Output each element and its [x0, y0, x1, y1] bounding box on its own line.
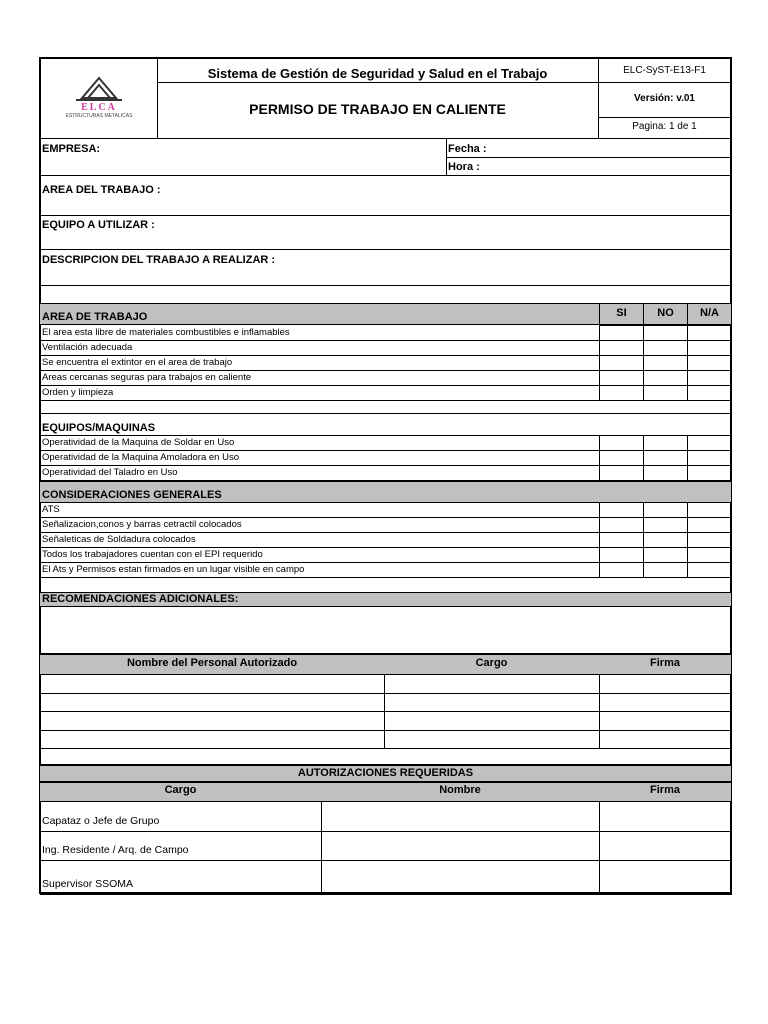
col-na: N/A: [700, 307, 719, 319]
auth-col-firma: Firma: [650, 784, 680, 796]
divider: [598, 82, 731, 83]
empresa-label: EMPRESA:: [42, 143, 101, 155]
company-logo: [44, 74, 154, 124]
divider: [598, 117, 731, 118]
checkbox-na[interactable]: [687, 450, 731, 466]
personal-col-firma: Firma: [650, 657, 680, 669]
divider: [40, 435, 599, 436]
personal-cargo-cell[interactable]: [384, 674, 600, 694]
personal-firma-cell[interactable]: [599, 693, 732, 713]
autorizaciones-title: AUTORIZACIONES REQUERIDAS: [297, 767, 474, 779]
divider: [40, 562, 599, 563]
checkbox-si[interactable]: [599, 340, 644, 356]
divider: [40, 577, 599, 578]
auth-col-cargo: Cargo: [164, 784, 197, 796]
divider: [40, 400, 599, 401]
checkbox-no[interactable]: [643, 370, 688, 386]
personal-firma-cell[interactable]: [599, 730, 732, 750]
divider: [40, 303, 731, 304]
checkbox-na[interactable]: [687, 435, 731, 451]
checkbox-si[interactable]: [599, 435, 644, 451]
checkbox-na[interactable]: [687, 465, 731, 481]
checkbox-no[interactable]: [643, 435, 688, 451]
logo-mark-icon: [44, 74, 154, 104]
checkbox-no[interactable]: [643, 517, 688, 533]
personal-nombre-cell[interactable]: [40, 711, 385, 731]
area-item-label: El area esta libre de materiales combustibles e inflamables: [42, 327, 290, 338]
personal-cargo-cell[interactable]: [384, 711, 600, 731]
consid-item-label: El Ats y Permisos estan firmados en un lugar visible en campo: [42, 564, 305, 575]
descripcion-label: DESCRIPCION DEL TRABAJO A REALIZAR :: [42, 254, 276, 266]
checkbox-si[interactable]: [599, 517, 644, 533]
checkbox-na[interactable]: [687, 532, 731, 548]
area-item-label: Areas cercanas seguras para trabajos en caliente: [42, 372, 252, 383]
divider: [40, 355, 599, 356]
divider: [40, 175, 731, 176]
consid-item-label: ATS: [42, 504, 60, 515]
checkbox-no[interactable]: [643, 465, 688, 481]
auth-firma-cell[interactable]: [599, 801, 732, 832]
checkbox-no[interactable]: [643, 355, 688, 371]
auth-cargo-label: Ing. Residente / Arq. de Campo: [42, 844, 189, 856]
equipo-field[interactable]: [165, 218, 728, 246]
personal-firma-cell[interactable]: [599, 711, 732, 731]
consid-item-label: Señalizacion,conos y barras cetractil colocados: [42, 519, 242, 530]
personal-nombre-cell[interactable]: [40, 730, 385, 750]
checkbox-na[interactable]: [687, 355, 731, 371]
divider: [599, 303, 600, 324]
consid-item-label: Señaleticas de Soldadura colocados: [42, 534, 196, 545]
equipo-label: EQUIPO A UTILIZAR :: [42, 219, 155, 231]
checkbox-na[interactable]: [687, 385, 731, 401]
divider: [40, 764, 731, 766]
auth-nombre-cell[interactable]: [321, 831, 600, 861]
document-title: PERMISO DE TRABAJO EN CALIENTE: [249, 101, 506, 117]
divider: [40, 606, 731, 607]
auth-col-nombre: Nombre: [439, 784, 481, 796]
divider: [40, 285, 731, 286]
document-version: Versión: v.01: [634, 93, 695, 104]
checkbox-si[interactable]: [599, 532, 644, 548]
checkbox-no[interactable]: [643, 532, 688, 548]
recomendaciones-title: RECOMENDACIONES ADICIONALES:: [42, 593, 239, 605]
auth-cargo-label: Supervisor SSOMA: [42, 878, 134, 890]
auth-firma-cell[interactable]: [599, 860, 732, 895]
checkbox-na[interactable]: [687, 340, 731, 356]
checkbox-si[interactable]: [599, 370, 644, 386]
checkbox-si[interactable]: [599, 385, 644, 401]
divider: [40, 450, 599, 451]
area-item-label: Se encuentra el extintor en el area de trabajo: [42, 357, 233, 368]
divider: [40, 481, 731, 482]
divider: [40, 138, 731, 139]
system-title: Sistema de Gestión de Seguridad y Salud en el Trabajo: [207, 66, 548, 81]
divider: [40, 465, 599, 466]
descripcion-field[interactable]: [42, 268, 728, 300]
checkbox-na[interactable]: [687, 502, 731, 518]
area-section-title: AREA DE TRABAJO: [42, 311, 148, 323]
checkbox-na[interactable]: [687, 325, 731, 341]
auth-cargo-label: Capataz o Jefe de Grupo: [42, 815, 160, 827]
checkbox-si[interactable]: [599, 502, 644, 518]
area-item-label: Ventilación adecuada: [42, 342, 133, 353]
personal-col-cargo: Cargo: [475, 657, 508, 669]
personal-nombre-cell[interactable]: [40, 693, 385, 713]
area-item-label: Orden y limpieza: [42, 387, 114, 398]
equipos-section-title: EQUIPOS/MAQUINAS: [42, 422, 156, 434]
divider: [40, 370, 599, 371]
document-code: ELC-SyST-E13-F1: [623, 65, 706, 76]
checkbox-na[interactable]: [687, 547, 731, 563]
checkbox-na[interactable]: [687, 517, 731, 533]
divider: [40, 385, 599, 386]
hora-field[interactable]: [485, 159, 728, 173]
checkbox-na[interactable]: [687, 370, 731, 386]
auth-nombre-cell[interactable]: [321, 801, 600, 832]
auth-nombre-cell[interactable]: [321, 860, 600, 895]
fecha-label: Fecha :: [448, 143, 487, 155]
divider: [40, 413, 731, 414]
area-trabajo-label: AREA DEL TRABAJO :: [42, 184, 161, 196]
checkbox-si[interactable]: [599, 355, 644, 371]
divider: [40, 517, 599, 518]
col-si: SI: [616, 307, 627, 319]
hora-label: Hora :: [448, 161, 480, 173]
recomendaciones-field[interactable]: [42, 608, 730, 652]
divider: [40, 340, 599, 341]
personal-firma-cell[interactable]: [599, 674, 732, 694]
checkbox-no[interactable]: [643, 450, 688, 466]
personal-cargo-cell[interactable]: [384, 693, 600, 713]
divider: [40, 532, 599, 533]
divider: [157, 82, 598, 83]
logo-text: ELCA: [81, 102, 117, 113]
personal-cargo-cell[interactable]: [384, 730, 600, 750]
checkbox-no[interactable]: [643, 562, 688, 578]
checkbox-si[interactable]: [599, 562, 644, 578]
checkbox-si[interactable]: [599, 547, 644, 563]
checkbox-si[interactable]: [599, 325, 644, 341]
col-no: NO: [657, 307, 674, 319]
checkbox-no[interactable]: [643, 502, 688, 518]
page-number: Pagina: 1 de 1: [632, 121, 697, 132]
equipos-item-label: Operatividad del Taladro en Uso: [42, 467, 178, 478]
checkbox-na[interactable]: [687, 562, 731, 578]
consid-item-label: Todos los trabajadores cuentan con el EPI requerido: [42, 549, 263, 560]
divider: [40, 215, 731, 216]
divider: [40, 547, 599, 548]
empresa-field[interactable]: [70, 141, 440, 157]
divider: [643, 303, 644, 324]
personal-nombre-cell[interactable]: [40, 674, 385, 694]
equipos-item-label: Operatividad de la Maquina Amoladora en Uso: [42, 452, 239, 463]
checkbox-no[interactable]: [643, 325, 688, 341]
divider: [687, 303, 688, 324]
consid-section-title: CONSIDERACIONES GENERALES: [42, 489, 222, 501]
checkbox-no[interactable]: [643, 385, 688, 401]
checkbox-no[interactable]: [643, 340, 688, 356]
checkbox-si[interactable]: [599, 450, 644, 466]
personal-col-nombre: Nombre del Personal Autorizado: [126, 657, 298, 669]
auth-firma-cell[interactable]: [599, 831, 732, 861]
divider: [446, 157, 731, 158]
divider: [40, 249, 731, 250]
logo-subtext: ESTRUCTURAS METALICAS: [65, 113, 133, 119]
checkbox-no[interactable]: [643, 547, 688, 563]
checkbox-si[interactable]: [599, 465, 644, 481]
area-trabajo-field[interactable]: [170, 180, 728, 210]
fecha-field[interactable]: [490, 141, 728, 155]
equipos-item-label: Operatividad de la Maquina de Soldar en Uso: [42, 437, 235, 448]
